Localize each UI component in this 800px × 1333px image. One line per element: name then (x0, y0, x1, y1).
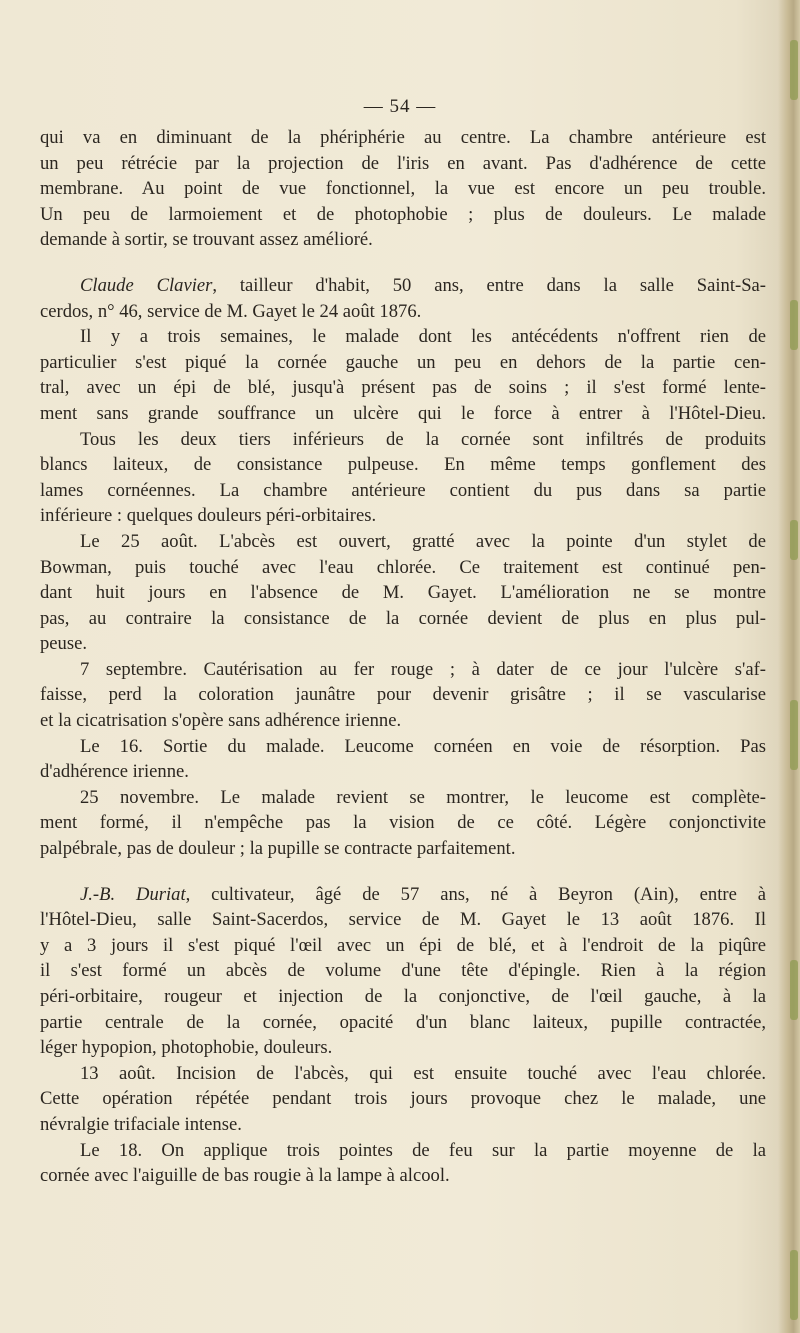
text-line (40, 273, 766, 299)
edge-stain (790, 960, 798, 1020)
text-line: pas, au contraire la consistance de la cornée devient de plus en plus pul- (40, 607, 766, 629)
text-line: partie centrale de la cornée, opacité d'un blanc laiteux, pupille contractée, (40, 1011, 766, 1033)
text-line: et la cicatrisation s'opère sans adhérence irienne. (40, 710, 402, 732)
text-line: palpébrale, pas de douleur ; la pupille se contracte parfaitement. (40, 838, 516, 860)
text-line: y a 3 jours il s'est piqué l'œil avec un épi de blé, et à l'endroit de la piqûre (40, 934, 766, 956)
patient-name: Claude Clavier (80, 274, 213, 296)
text-line: 25 novembre. Le malade revient se montrer, le leucome est complète- (80, 786, 766, 808)
text-line: Le 18. On applique trois pointes de feu sur la partie moyenne de la (80, 1139, 766, 1161)
paragraph-3 (40, 882, 766, 1189)
edge-stain (790, 700, 798, 770)
text-line: un peu rétrécie par la projection de l'iris en avant. Pas d'adhérence de cette (40, 152, 766, 174)
text-line: tral, avec un épi de blé, jusqu'à présent pas de soins ; il s'est formé lente- (40, 377, 766, 399)
text-line: Un peu de larmoiement et de photophobie ; plus de douleurs. Le malade (40, 203, 766, 225)
text-line: d'adhérence irienne. (40, 761, 189, 783)
text-line: peuse. (40, 633, 87, 655)
text-line: 13 août. Incision de l'abcès, qui est ensuite touché avec l'eau chlorée. (80, 1062, 766, 1084)
text-fragment: , cultivateur, âgé de 57 ans, né à Beyron (Ain), entre à (185, 883, 766, 905)
text-line: qui va en diminuant de la phériphérie au centre. La chambre antérieure est (40, 127, 766, 148)
text-line: Bowman, puis touché avec l'eau chlorée. Ce traitement est continué pen- (40, 556, 766, 578)
text-line: ment sans grande souffrance un ulcère qui le force à entrer à l'Hôtel-Dieu. (40, 402, 766, 424)
text-line: lames cornéennes. La chambre antérieure contient du pus dans sa partie (40, 479, 766, 501)
text-line: léger hypopion, photophobie, douleurs. (40, 1037, 333, 1059)
text-fragment: , tailleur d'habit, 50 ans, entre dans la salle Saint-Sa- (212, 274, 766, 296)
text-line: Tous les deux tiers inférieurs de la cornée sont infiltrés de produits (80, 428, 766, 450)
page-edge-shadow (778, 0, 800, 1333)
text-line: dant huit jours en l'absence de M. Gayet. L'amélioration ne se montre (40, 582, 766, 604)
text-line: membrane. Au point de vue fonctionnel, la vue est encore un peu trouble. (40, 178, 766, 200)
paragraph-gap (40, 862, 766, 882)
edge-stain (790, 520, 798, 560)
paragraph-2 (40, 273, 766, 862)
body-text (40, 125, 766, 1189)
text-line: 7 septembre. Cautérisation au fer rouge ; à dater de ce jour l'ulcère s'af- (80, 658, 766, 680)
text-line: cerdos, n° 46, service de M. Gayet le 24 août 1876. (40, 300, 422, 322)
text-line: péri-orbitaire, rougeur et injection de la conjonctive, de l'œil gauche, à la (40, 986, 766, 1007)
edge-stain (790, 300, 798, 350)
text-line: l'Hôtel-Dieu, salle Saint-Sacerdos, service de M. Gayet le 13 août 1876. Il (40, 909, 766, 931)
text-line: névralgie trifaciale intense. (40, 1113, 242, 1135)
text-line: inférieure : quelques douleurs péri-orbitaires. (40, 505, 377, 527)
text-line (40, 882, 766, 908)
text-line: ment formé, il n'empêche pas la vision de ce côté. Légère conjonctivite (40, 812, 766, 834)
paragraph-1 (40, 125, 766, 253)
text-line: demande à sortir, se trouvant assez amélioré. (40, 229, 373, 251)
text-line: Le 25 août. L'abcès est ouvert, gratté avec la pointe d'un stylet de (80, 530, 766, 552)
edge-stain (790, 40, 798, 100)
paragraph-gap (40, 253, 766, 273)
text-line: particulier s'est piqué la cornée gauche un peu en dehors de la partie cen- (40, 351, 766, 373)
text-line: Cette opération répétée pendant trois jours provoque chez le malade, une (40, 1088, 766, 1110)
text-line: il s'est formé un abcès de volume d'une tête d'épingle. Rien à la région (40, 960, 766, 982)
text-line: blancs laiteux, de consistance pulpeuse. En même temps gonflement des (40, 454, 766, 476)
text-line: faisse, perd la coloration jaunâtre pour devenir grisâtre ; il se vascularise (40, 684, 766, 706)
text-line: Il y a trois semaines, le malade dont les antécédents n'offrent rien de (80, 326, 766, 348)
edge-stain (790, 1250, 798, 1320)
patient-name: J.-B. Duriat (80, 883, 186, 905)
text-line: Le 16. Sortie du malade. Leucome cornéen en voie de résorption. Pas (80, 735, 766, 757)
text-line: cornée avec l'aiguille de bas rougie à la lampe à alcool. (40, 1165, 450, 1187)
page-number: — 54 — (363, 96, 437, 117)
